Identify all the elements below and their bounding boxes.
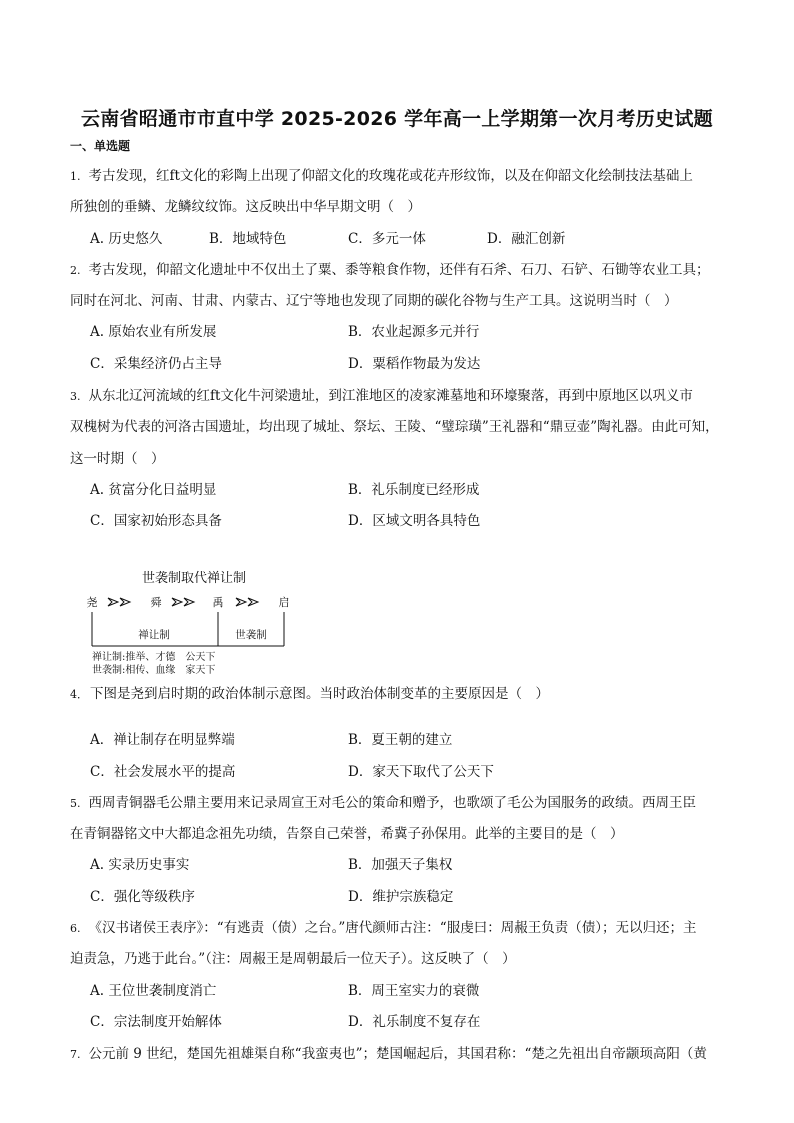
question-2-line-1: 2. 考古发现，仰韶文化遗址中不仅出土了粟、黍等粮食作物，还伴有石斧、石刀、石铲、石锄等农业工具；	[70, 262, 710, 278]
diagram-note-1: 禅让制:推举、才德 公天下	[92, 652, 216, 663]
question-number: 1.	[70, 170, 81, 183]
option-a[interactable]: A．禅让制存在明显弊端	[90, 732, 235, 748]
ruler-label: 启	[278, 596, 290, 609]
box-label-shixi: 世袭制	[235, 629, 267, 641]
ruler-label: 禹	[212, 596, 224, 609]
question-number: 5.	[70, 797, 81, 810]
succession-diagram	[84, 566, 304, 676]
option-c[interactable]: C．国家初始形态具备	[90, 513, 222, 529]
option-b[interactable]: B．农业起源多元并行	[348, 324, 480, 340]
option-a[interactable]: A. 贫富分化日益明显	[90, 482, 217, 498]
option-a[interactable]: A. 原始农业有所发展	[90, 324, 217, 340]
option-b[interactable]: B．周王室实力的衰微	[348, 983, 480, 999]
option-c[interactable]: C．采集经济仍占主导	[90, 356, 222, 372]
question-1-line-2: 所独创的垂鳞、龙鳞纹纹饰。这反映出中华早期文明（ ）	[70, 199, 421, 215]
exam-title: 云南省昭通市市直中学 2025-2026 学年高一上学期第一次月考历史试题	[81, 108, 713, 130]
option-d[interactable]: D．融汇创新	[487, 231, 566, 247]
question-number: 7.	[70, 1048, 81, 1061]
diagram-note-2: 世袭制:相传、血缘 家天下	[92, 665, 216, 676]
question-6-line-1: 6. 《汉书诸侯王表序》：“有逃责（债）之台。”唐代颜师古注：“服虔曰：周赧王负责（债）；无以归还；主	[70, 920, 697, 936]
diagram-title: 世袭制取代禅让制	[141, 571, 247, 586]
box-label-shanrang: 禅让制	[138, 629, 170, 641]
option-d[interactable]: D．维护宗族稳定	[348, 889, 454, 905]
section-heading: 一、单选题	[70, 139, 131, 153]
option-b[interactable]: B．地域特色	[209, 231, 287, 247]
option-b[interactable]: B．加强天子集权	[348, 857, 453, 873]
option-d[interactable]: D．区域文明各具特色	[348, 513, 481, 529]
question-5-line-2: 在青铜器铭文中大都追念祖先功绩，告祭自己荣誉，希冀子孙保用。此举的主要目的是（ ）	[70, 826, 624, 842]
option-d[interactable]: D．粟稻作物最为发达	[348, 356, 481, 372]
ruler-label: 舜	[150, 596, 162, 609]
option-a[interactable]: A. 王位世袭制度消亡	[90, 983, 217, 999]
question-7-line-1: 7. 公元前 9 世纪，楚国先祖雄渠自称“我蛮夷也”；楚国崛起后，其国君称：“楚之先祖出自帝颛顼高阳（黄	[70, 1046, 707, 1062]
option-c[interactable]: C．强化等级秩序	[90, 889, 195, 905]
question-number: 3.	[70, 390, 81, 403]
option-c[interactable]: C．宗法制度开始解体	[90, 1014, 222, 1030]
option-d[interactable]: D．礼乐制度不复存在	[348, 1014, 481, 1030]
option-b[interactable]: B．礼乐制度已经形成	[348, 482, 480, 498]
question-number: 2.	[70, 264, 81, 277]
option-c[interactable]: C．多元一体	[348, 231, 426, 247]
option-b[interactable]: B．夏王朝的建立	[348, 732, 453, 748]
option-a[interactable]: A. 历史悠久	[90, 231, 163, 247]
question-3-line-3: 这一时期（ ）	[70, 451, 165, 467]
option-a[interactable]: A. 实录历史事实	[90, 857, 190, 873]
arrow-icon	[108, 598, 258, 606]
question-3-line-1: 3. 从东北辽河流域的红ft文化牛河梁遗址，到江淮地区的凌家滩墓地和环壕聚落，再到中原地区以巩义市	[70, 388, 693, 404]
ruler-label: 尧	[86, 596, 98, 609]
question-number: 6.	[70, 922, 81, 935]
question-2-line-2: 同时在河北、河南、甘肃、内蒙古、辽宁等地也发现了同期的碳化谷物与生产工具。这说明当时（ ）	[70, 293, 678, 309]
question-6-line-2: 迫责急，乃逃于此台。”（注：周赧王是周朝最后一位天子）。这反映了（ ）	[70, 951, 516, 967]
question-4-line-1: 4． 下图是尧到启时期的政治体制示意图。当时政治体制变革的主要原因是（ ）	[70, 686, 549, 702]
question-5-line-1: 5. 西周青铜器毛公鼎主要用来记录周宣王对毛公的策命和赠予，也歌颂了毛公为国服务的政绩。西周王臣	[70, 795, 696, 811]
question-number: 4．	[70, 688, 88, 701]
question-1-line-1: 1. 考古发现，红ft文化的彩陶上出现了仰韶文化的玫瑰花或花卉形纹饰，以及在仰韶文化绘制技法基础上	[70, 168, 693, 184]
question-3-line-2: 双槐树为代表的河洛古国遗址，均出现了城址、祭坛、王陵、“璧琮璜”王礼器和“鼎豆壶”陶礼器。由此可知，	[70, 419, 719, 435]
option-c[interactable]: C．社会发展水平的提高	[90, 764, 236, 780]
option-d[interactable]: D．家天下取代了公天下	[348, 764, 494, 780]
